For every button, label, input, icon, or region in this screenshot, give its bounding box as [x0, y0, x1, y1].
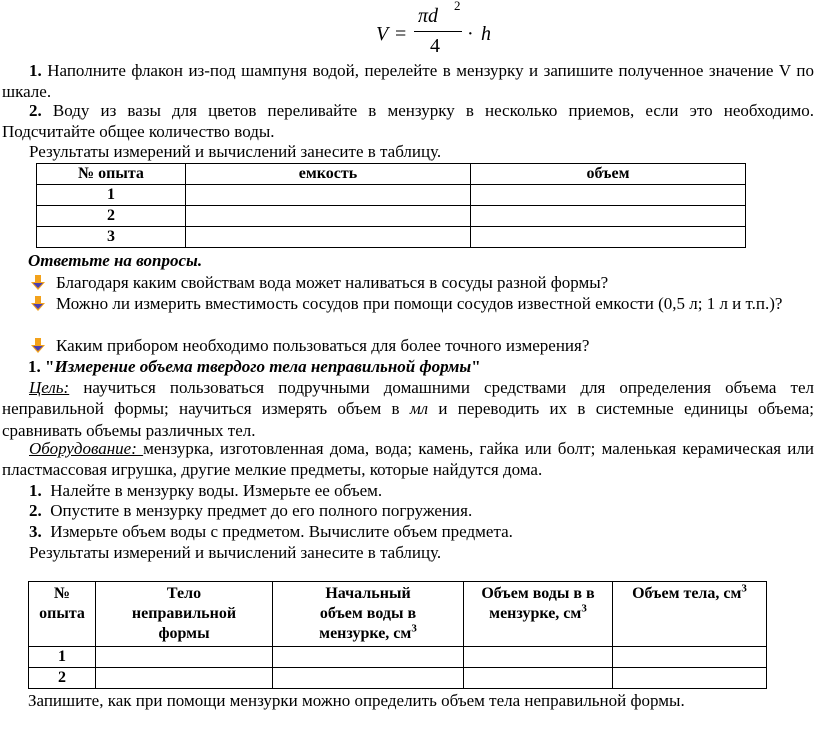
table-cell: [96, 668, 273, 689]
header-body-volume-sup: 3: [741, 582, 747, 595]
results-note-1: Результаты измерений и вычислений занесите в таблицу.: [29, 142, 442, 161]
table-cell: [464, 668, 613, 689]
table-cell: [273, 668, 464, 689]
equipment-paragraph: [2, 438, 814, 481]
goal-label: Цель:: [29, 378, 70, 397]
table-cell: [471, 185, 746, 206]
header-body-volume-text: Объем тела, см: [632, 585, 742, 602]
equipment-label: Оборудование:: [29, 439, 144, 458]
formula-numerator: πd: [418, 5, 439, 27]
table-cell: [186, 206, 471, 227]
question-1: Благодаря каким свойствам вода может наливаться в сосуды разной формы?: [56, 273, 609, 292]
table-row: [37, 227, 746, 248]
formula-h: h: [481, 23, 491, 45]
table-cell: [471, 206, 746, 227]
step-3: [2, 521, 814, 542]
arrow-down-bullet-icon: [30, 274, 46, 292]
goal-unit: мл: [409, 399, 429, 419]
table-cell: [186, 227, 471, 248]
table-cell: 2: [37, 206, 186, 227]
goal-text-a: научиться пользоваться подручными домашними средствами для определения объема тел неправильной формы; научиться измерять объем в: [2, 378, 814, 419]
header-initial-volume: [307, 584, 429, 644]
section-quote-close: ": [471, 357, 481, 376]
formula-v: V: [376, 23, 389, 45]
step-2-number: 2.: [29, 501, 42, 520]
table-header-cell: [29, 582, 96, 647]
instruction-2-text: Воду из вазы для цветов переливайте в мензурку в несколько приемов, если это необходимо. Подсчитайте общее количество воды.: [2, 101, 814, 142]
table-header-row: [37, 164, 746, 185]
header-experiment-number: № опыта: [39, 585, 85, 622]
instruction-1: [2, 60, 814, 103]
final-instruction: Запишите, как при помощи мензурки можно определить объем тела неправильной формы.: [28, 691, 685, 710]
table-header-cell: [273, 582, 464, 647]
question-2: Можно ли измерить вместимость сосудов при помощи сосудов известной емкости (0,5 л; 1 л и т.п.)?: [56, 294, 783, 313]
header-water-volume-sup: 3: [581, 602, 587, 615]
formula-dot: ·: [467, 23, 474, 45]
table-header-cell: № опыта: [37, 164, 186, 185]
goal-text-b: и переводить их в системные единицы объема; сравнивать объемы различных тел.: [2, 399, 814, 440]
table-header-cell: объем: [471, 164, 746, 185]
volume-formula: [370, 0, 510, 62]
table-header-row: [29, 582, 767, 647]
table-cell: [273, 647, 464, 668]
header-water-volume: [478, 584, 598, 624]
step-2: [2, 500, 814, 521]
header-body-volume: [630, 584, 750, 604]
table-header-cell: [464, 582, 613, 647]
instruction-1-number: 1.: [29, 61, 42, 80]
header-irregular-body: Тело неправильной формы: [131, 585, 237, 642]
equipment-text: мензурка, изготовленная дома, вода; камень, гайка или болт; маленькая керамическая или пластмассовая игрушка, другие мелкие предметы, которые найдутся дома.: [2, 439, 814, 480]
table-cell: [613, 647, 767, 668]
arrow-down-bullet-icon: [30, 337, 46, 355]
section-number: 1.: [28, 357, 41, 376]
instruction-1-text: Наполните флакон из-под шампуня водой, перелейте в мензурку и запишите полученное значение V по шкале.: [2, 61, 814, 102]
results-table-1: [36, 163, 746, 248]
questions-title: Ответьте на вопросы.: [28, 251, 203, 270]
table-cell: 1: [29, 647, 96, 668]
results-note-2: Результаты измерений и вычислений занесите в таблицу.: [29, 543, 442, 562]
table-cell: [464, 647, 613, 668]
table-cell: 1: [37, 185, 186, 206]
header-initial-volume-text: Начальный объем воды в мензурке, см: [319, 585, 417, 642]
table-cell: [613, 668, 767, 689]
table-row: [29, 668, 767, 689]
section-quote-open: ": [45, 357, 55, 376]
step-1-number: 1.: [29, 481, 42, 500]
step-3-text: Измерьте объем воды с предметом. Вычислите объем предмета.: [50, 522, 513, 541]
instruction-2: [2, 100, 814, 143]
results-table-2: [28, 581, 767, 689]
table-row: [37, 206, 746, 227]
table-cell: [96, 647, 273, 668]
table-cell: [186, 185, 471, 206]
fraction-bar: [414, 31, 462, 32]
step-3-number: 3.: [29, 522, 42, 541]
section-title: [28, 356, 814, 377]
instruction-2-number: 2.: [29, 101, 42, 120]
header-water-volume-text: Объем воды в в мензурке, см: [481, 585, 595, 622]
step-2-text: Опустите в мензурку предмет до его полного погружения.: [50, 501, 473, 520]
table-header-cell: [96, 582, 273, 647]
formula-equals: =: [395, 23, 407, 45]
table-cell: 3: [37, 227, 186, 248]
formula-exponent: 2: [454, 0, 461, 13]
goal-paragraph: [2, 377, 814, 441]
step-1: [2, 480, 814, 501]
formula-denominator: 4: [430, 35, 440, 57]
question-3: Каким прибором необходимо пользоваться для более точного измерения?: [56, 336, 590, 355]
table-row: [29, 647, 767, 668]
table-row: [37, 185, 746, 206]
table-header-cell: [613, 582, 767, 647]
section-title-text: Измерение объема твердого тела неправильной формы: [54, 357, 472, 376]
step-1-text: Налейте в мензурку воды. Измерьте ее объем.: [50, 481, 383, 500]
table-cell: 2: [29, 668, 96, 689]
table-header-cell: емкость: [186, 164, 471, 185]
header-initial-volume-sup: 3: [411, 622, 417, 635]
table-cell: [471, 227, 746, 248]
